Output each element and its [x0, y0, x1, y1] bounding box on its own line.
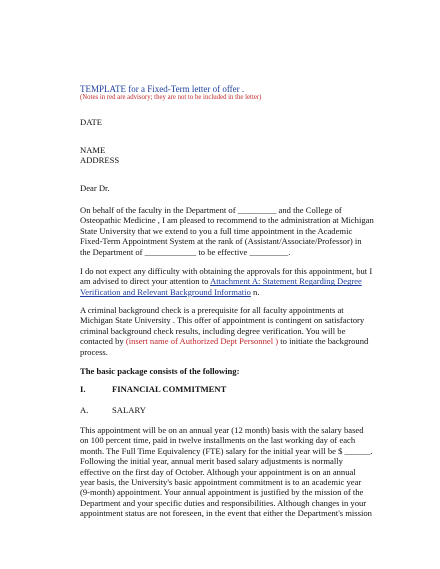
section-number: I. — [80, 384, 86, 394]
address-label: ADDRESS — [80, 155, 120, 166]
text-line: the Department of ____________ to be effective _________. — [80, 246, 291, 257]
attachment-a-link-continued[interactable]: Verification and Relevant Background Informatio — [80, 286, 251, 297]
text-line: I do not expect any difficulty with obtaining the approvals for this appointment, but I — [80, 266, 373, 276]
paragraph-background-check — [80, 305, 398, 357]
text-line: On behalf of the faculty in the Department of _________ and the College of — [80, 205, 342, 215]
text-line: Department and your specific duties and responsibilities. Although changes in your — [80, 497, 367, 508]
text-line: (9-month) appointment. Your annual appointment is justified by the mission of the — [80, 487, 364, 498]
text-line: effective on the first day of October. Although your appointment is on an annual — [80, 466, 356, 477]
text-line: This appointment will be on an annual year (12 month) basis with the salary based — [80, 425, 364, 435]
recipient-block — [80, 145, 398, 166]
subsection-salary — [80, 405, 398, 415]
text-line: on 100 percent time, paid in twelve installments on the last working day of each — [80, 435, 356, 446]
date-label: DATE — [80, 117, 102, 127]
text-fragment: am advised to direct your attention to — [80, 276, 211, 287]
text-line: A criminal background check is a prerequisite for all faculty appointments at — [80, 305, 344, 315]
template-title: TEMPLATE for a Fixed-Term letter of offer . — [80, 84, 245, 94]
text-line: process. — [80, 346, 108, 357]
text-line — [80, 287, 398, 297]
text-line: State University that we extend to you a full time appointment in the Academic — [80, 225, 353, 236]
subsection-letter: A. — [80, 405, 89, 415]
name-label: NAME — [80, 145, 106, 155]
paragraph-approvals — [80, 266, 398, 297]
text-line: Osteopathic Medicine , I am pleased to recommend to the administration at Michigan — [80, 215, 374, 226]
attachment-a-link[interactable]: Attachment A: Statement Regarding Degree — [210, 276, 362, 287]
section-financial-commitment — [80, 384, 398, 394]
authorized-personnel-placeholder: (insert name of Authorized Dept Personnel ) — [125, 336, 279, 347]
text-line: month. The Full Time Equivalency (FTE) salary for the initial year will be $ ______. — [80, 445, 373, 456]
section-title: FINANCIAL COMMITMENT — [112, 384, 227, 394]
text-line — [80, 276, 398, 286]
template-header — [80, 84, 398, 102]
paragraph-recommendation — [80, 205, 398, 257]
text-line: appointment status are not foreseen, in the event that either the Department's mission — [80, 508, 372, 519]
subsection-title: SALARY — [112, 405, 146, 415]
advisory-note: (Notes in red are advisory; they are not to be included in the letter) — [80, 94, 262, 102]
text-line: criminal background check results, including degree verification. You will be — [80, 325, 346, 336]
salutation: Dear Dr. — [80, 183, 110, 193]
text-fragment: contacted by — [80, 336, 126, 347]
text-line: Following the initial year, annual merit based salary adjustments is normally — [80, 456, 343, 467]
text-fragment: n. — [250, 286, 260, 297]
package-heading: The basic package consists of the following: — [80, 366, 240, 376]
text-line — [80, 336, 398, 346]
text-line: year basis, the University's basic appointment commitment is to an academic year — [80, 477, 362, 488]
paragraph-salary — [80, 425, 398, 519]
text-line: Fixed-Term Appointment System at the rank of (Assistant/Associate/Professor) in — [80, 236, 362, 247]
text-line: Michigan State University . This offer of appointment is contingent on satisfactory — [80, 315, 365, 326]
text-fragment: to initiate the background — [278, 336, 369, 347]
